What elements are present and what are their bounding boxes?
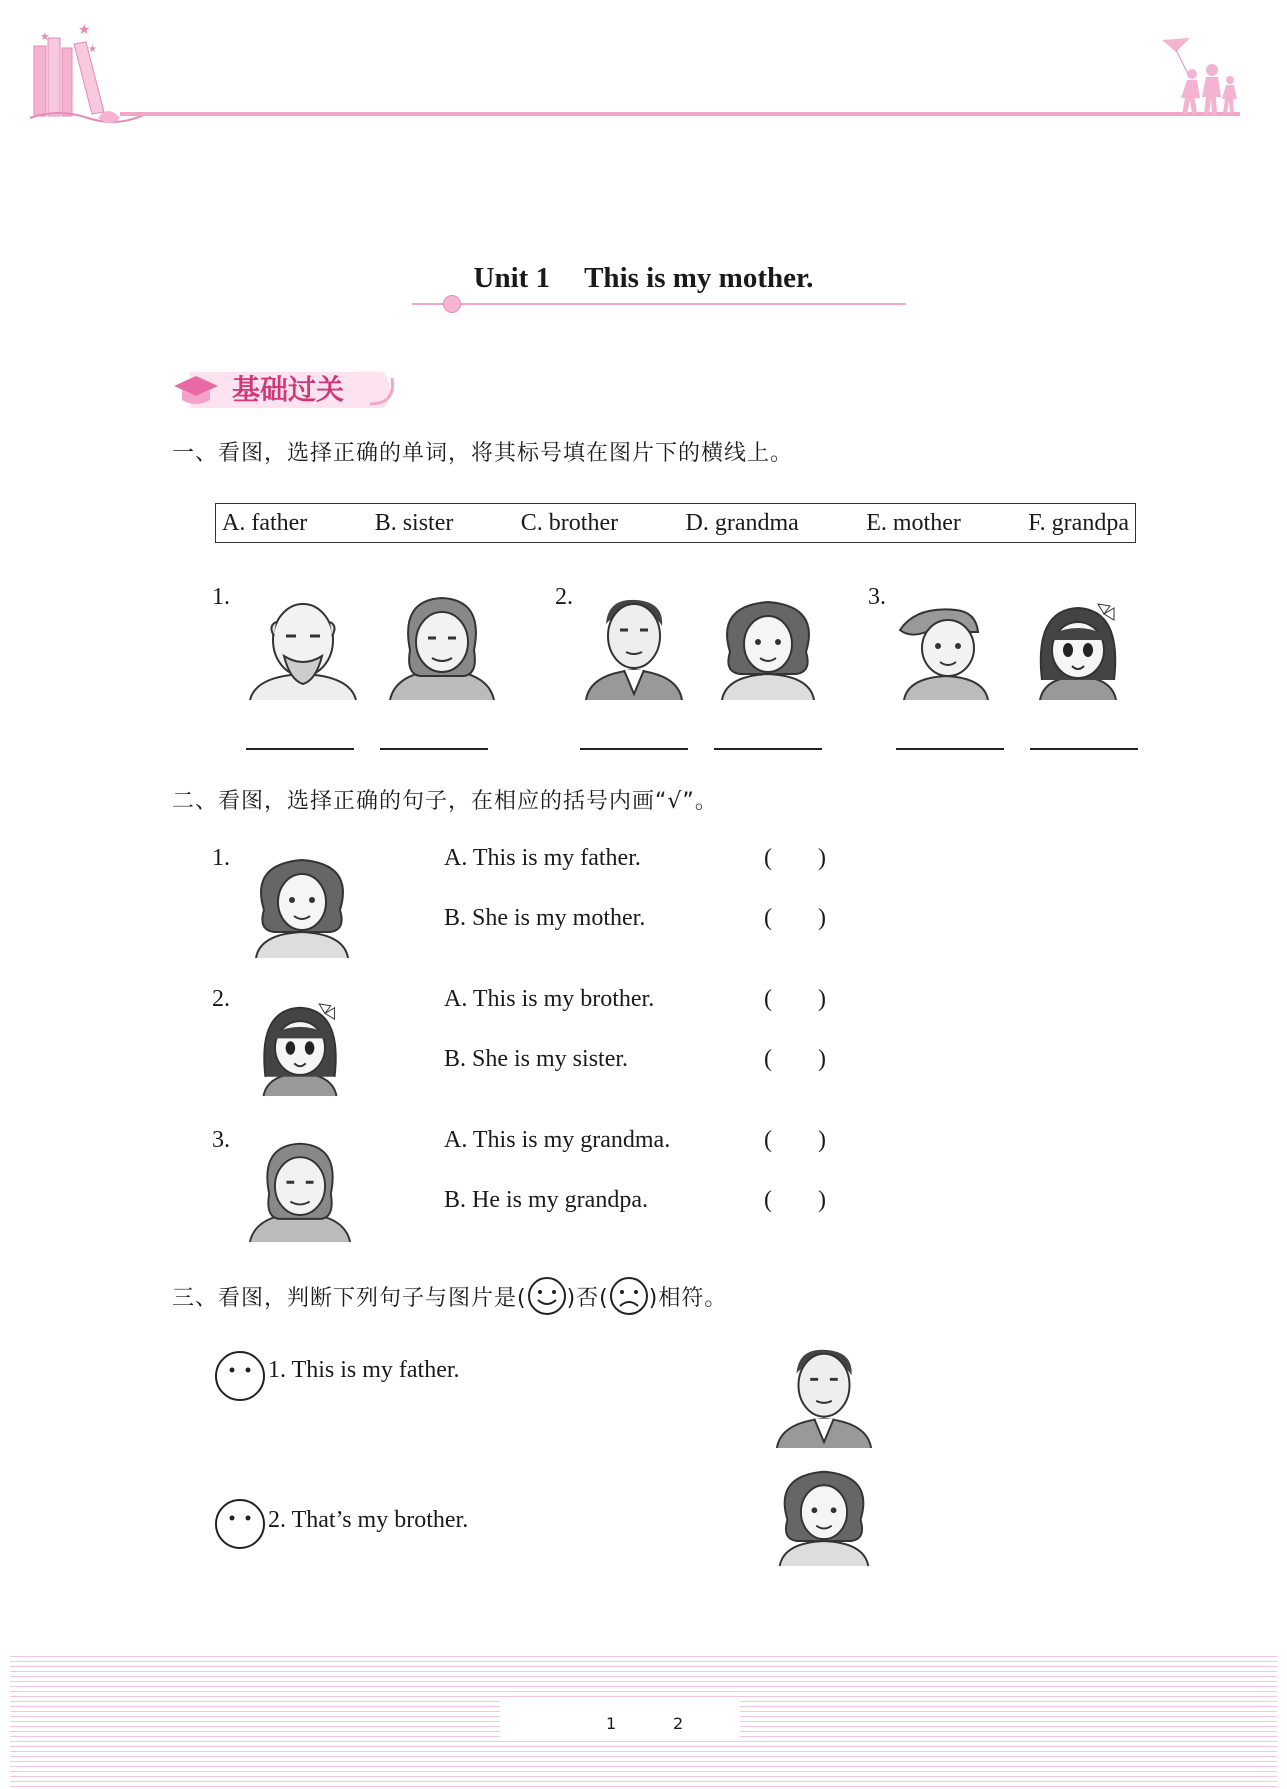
grandma-picture-icon [386,590,498,700]
q3-instruction-part2: )否( [566,1285,609,1311]
q2-sentence-a: A. This is my grandma. [444,1127,671,1153]
q1-group-number: 3. [868,584,886,610]
page-number: 1 [606,1714,617,1733]
father-picture-icon [774,1344,874,1448]
answer-parentheses[interactable]: ( ) [764,905,826,931]
blank-face-answer-icon[interactable] [214,1498,266,1550]
option-b: B. sister [374,509,454,536]
children-kite-icon [1160,36,1240,118]
q2-item-number: 3. [212,1127,230,1153]
sister-picture-icon [1028,600,1128,700]
q2-sentence-b: B. She is my sister. [444,1046,629,1072]
q1-instruction: 一、看图，选择正确的单词，将其标号填在图片下的横线上。 [172,441,794,466]
sad-face-icon [609,1276,649,1316]
q3-instruction-part1: 三、看图，判断下列句子与图片是( [172,1285,527,1311]
q3-instruction-part3: )相符。 [648,1285,728,1311]
answer-blank[interactable] [246,748,354,750]
svg-text:★: ★ [40,30,50,43]
svg-text:★: ★ [88,44,97,55]
title-underline [412,303,906,305]
q3-sentence: 2. That’s my brother. [268,1507,469,1533]
answer-parentheses[interactable]: ( ) [764,1187,826,1213]
smiley-face-icon [527,1276,567,1316]
q3-sentence: 1. This is my father. [268,1357,460,1383]
q2-item-number: 2. [212,986,230,1012]
option-a: A. father [222,509,308,536]
mother-picture-icon [250,854,354,958]
father-picture-icon [584,594,684,700]
answer-parentheses[interactable]: ( ) [764,986,826,1012]
answer-blank[interactable] [896,748,1004,750]
q2-instruction: 二、看图，选择正确的句子，在相应的括号内画“√”。 [172,789,718,814]
blank-face-answer-icon[interactable] [214,1350,266,1402]
q2-sentence-a: A. This is my brother. [444,986,655,1012]
q3-instruction [172,1276,727,1316]
answer-parentheses[interactable]: ( ) [764,845,826,871]
option-d: D. grandma [685,509,799,536]
q1-group-number: 1. [212,584,230,610]
option-c: C. brother [520,509,619,536]
answer-blank[interactable] [380,748,488,750]
mother-picture-icon [774,1466,874,1566]
q2-item-number: 1. [212,845,230,871]
brother-picture-icon [896,602,996,700]
page-title [0,262,1287,295]
title-dot [443,295,461,313]
option-e: E. mother [866,509,961,536]
grandma-picture-icon [246,1136,354,1242]
unit-label: Unit 1 [473,262,551,294]
grandpa-picture-icon [246,596,360,700]
answer-blank[interactable] [580,748,688,750]
svg-text:★: ★ [78,22,91,38]
word-options-box [215,503,1136,543]
q2-sentence-b: B. She is my mother. [444,905,646,931]
q1-group-number: 2. [555,584,573,610]
q2-sentence-a: A. This is my father. [444,845,641,871]
q2-sentence-b: B. He is my grandpa. [444,1187,648,1213]
unit-name: This is my mother. [584,262,814,294]
section-banner-text: 基础过关 [232,373,345,406]
option-f: F. grandpa [1028,509,1129,536]
answer-parentheses[interactable]: ( ) [764,1046,826,1072]
page-number-box [500,1700,740,1740]
answer-blank[interactable] [1030,748,1138,750]
answer-parentheses[interactable]: ( ) [764,1127,826,1153]
answer-blank[interactable] [714,748,822,750]
sister-picture-icon [252,996,348,1100]
mother-picture-icon [716,596,820,700]
page-number: 2 [673,1714,684,1733]
header-line [120,112,1240,116]
